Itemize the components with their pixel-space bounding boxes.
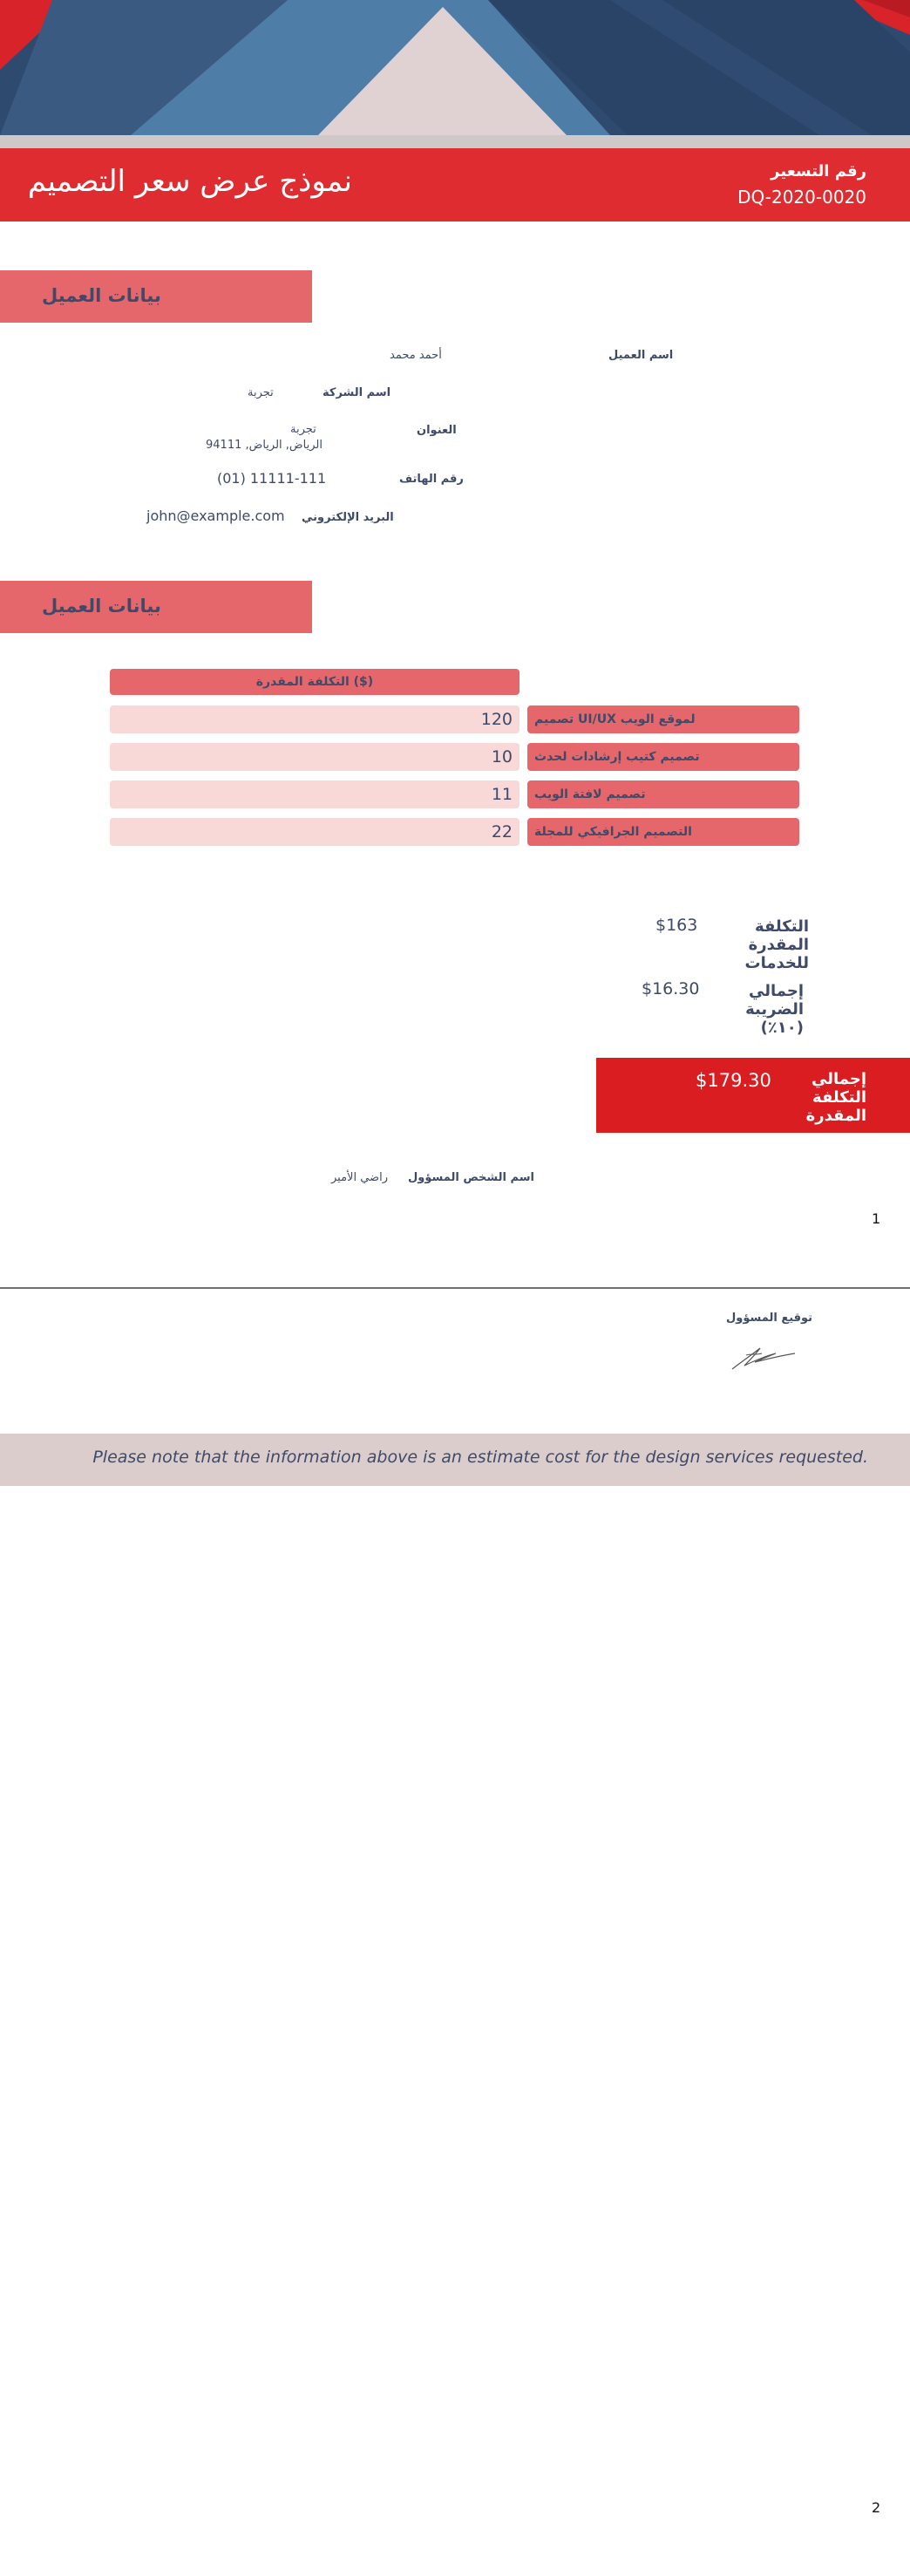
note-bar bbox=[0, 1434, 910, 1486]
document-title: نموذج عرض سعر التصميم bbox=[27, 164, 352, 199]
company-label: اسم الشركة bbox=[323, 386, 391, 399]
service-row-cost: 120 bbox=[110, 705, 520, 733]
client-section-heading: بيانات العميل bbox=[42, 285, 161, 306]
service-row-name: تصميم UI/UX لموقع الويب bbox=[527, 705, 799, 733]
page-number: 1 bbox=[872, 1210, 881, 1227]
responsible-person-value: راضي الأمير bbox=[331, 1171, 388, 1184]
services-total-label: التكلفة المقدرة للخدمات bbox=[744, 917, 809, 972]
service-row-cost: 11 bbox=[110, 780, 520, 808]
tax-total-value: $16.30 bbox=[642, 979, 700, 998]
grand-total-label: إجمالي التكلفة المقدرة bbox=[805, 1070, 866, 1125]
address-label: العنوان bbox=[417, 424, 457, 437]
services-section-header bbox=[0, 581, 312, 633]
phone-label: رقم الهاتف bbox=[399, 473, 464, 486]
signature-label: توقيع المسؤول bbox=[726, 1312, 813, 1325]
service-row-cost: 22 bbox=[110, 818, 520, 846]
phone-value: (01) 11111-111 bbox=[217, 470, 327, 487]
grand-total-box bbox=[596, 1058, 910, 1133]
hero-banner-image bbox=[0, 0, 910, 148]
client-name-label: اسم العميل bbox=[608, 349, 674, 362]
company-value: تجربة bbox=[248, 386, 274, 399]
email-value: john@example.com bbox=[146, 508, 285, 524]
signature-image bbox=[729, 1336, 798, 1374]
services-total-value: $163 bbox=[655, 916, 698, 935]
title-bar bbox=[0, 148, 910, 221]
address-line2: الرياض, الرياض, 94111 bbox=[206, 439, 323, 452]
service-row-name: تصميم كتيب إرشادات لحدث bbox=[527, 743, 799, 771]
service-row-name: التصميم الجرافيكي للمجلة bbox=[527, 818, 799, 846]
client-section-header bbox=[0, 270, 312, 323]
service-row-cost: 10 bbox=[110, 743, 520, 771]
client-name-value: أحمد محمد bbox=[390, 349, 442, 362]
page-number: 2 bbox=[872, 2499, 881, 2516]
email-label: البريد الإلكتروني bbox=[302, 511, 394, 524]
tax-total-label: إجمالي الضريبة (١٠٪) bbox=[745, 982, 804, 1037]
disclaimer-note: Please note that the information above is an estimate cost for the design services requested. bbox=[92, 1448, 868, 1467]
responsible-person-label: اسم الشخص المسؤول bbox=[408, 1171, 534, 1184]
address-line1: تجربة bbox=[290, 423, 316, 436]
grand-total-value: $179.30 bbox=[696, 1070, 771, 1091]
page-divider bbox=[0, 1287, 910, 1289]
services-section-heading: بيانات العميل bbox=[42, 596, 161, 617]
quote-number-value: DQ-2020-0020 bbox=[737, 187, 866, 208]
service-row-name: تصميم لافتة الويب bbox=[527, 780, 799, 808]
quote-number-label: رقم التسعير bbox=[771, 162, 866, 181]
cost-column-header: التكلفة المقدرة ($) bbox=[110, 669, 520, 695]
